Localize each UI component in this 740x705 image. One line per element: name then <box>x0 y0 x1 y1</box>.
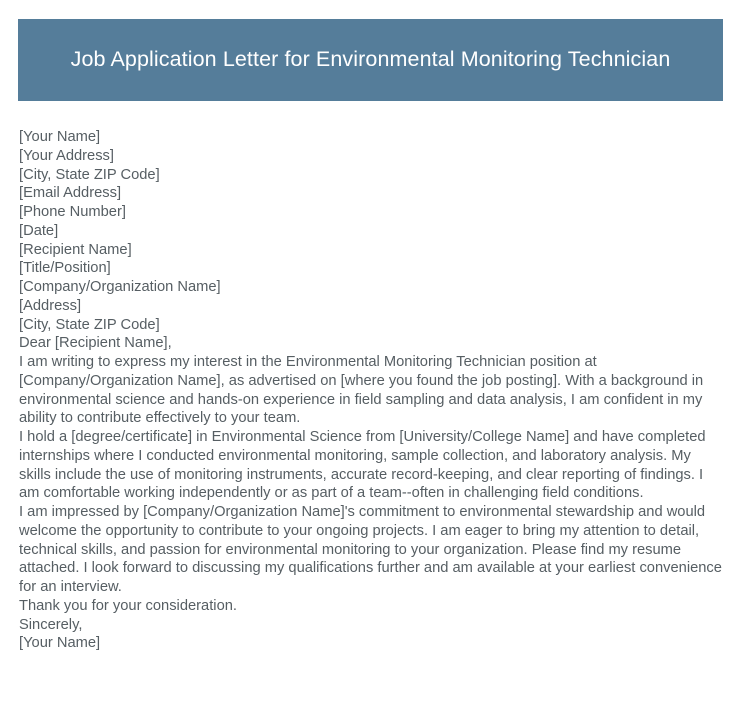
letter-body <box>19 128 723 653</box>
sender-phone-line: [Phone Number] <box>19 204 126 220</box>
sender-email-line: [Email Address] <box>19 185 122 202</box>
recipient-address-line: [Address] <box>19 297 82 314</box>
thank-you-line: Thank you for your consideration. <box>19 597 237 614</box>
closing-line: Sincerely, <box>19 616 83 633</box>
salutation-line: Dear [Recipient Name], <box>19 335 172 352</box>
recipient-title-line: [Title/Position] <box>19 260 111 277</box>
page-title: Job Application Letter for Environmental Monitoring Technician <box>70 47 671 72</box>
sender-city-state-zip-line: [City, State ZIP Code] <box>19 166 160 183</box>
document-header-banner <box>18 19 723 101</box>
signature-name-line: [Your Name] <box>19 635 101 652</box>
sender-address-line: [Your Address] <box>19 147 114 164</box>
date-line: [Date] <box>19 222 59 239</box>
sender-name-line: [Your Name] <box>19 129 101 145</box>
letter-paragraph-1: I am writing to express my interest in the Environmental Monitoring Technician position at [Company/Organization Name], as advertised on [where you found the job posting]. With a background in environmental science and hands-on experience in field sampling and data analysis, I am confident in my ability to contribute effectively to your team. <box>19 354 704 427</box>
recipient-company-line: [Company/Organization Name] <box>19 279 221 295</box>
recipient-name-line: [Recipient Name] <box>19 241 132 258</box>
recipient-city-state-zip-line: [City, State ZIP Code] <box>19 316 160 333</box>
letter-paragraph-3: I am impressed by [Company/Organization Name]'s commitment to environmental stewardship and would welcome the opportunity to contribute to your ongoing projects. I am eager to bring my attention to detail, technical skills, and passion for environmental monitoring to your organization. Please find my resume attached. I look forward to discussing my qualifications further and am available at your earliest convenience for an interview. <box>19 504 722 595</box>
letter-paragraph-2: I hold a [degree/certificate] in Environmental Science from [University/College Name] and have completed internships where I conducted environmental monitoring, sample collection, and laboratory analysis. My skills include the use of monitoring instruments, accurate record-keeping, and clear reporting of findings. I am comfortable working independently or as part of a team--often in challenging field conditions. <box>19 429 706 502</box>
